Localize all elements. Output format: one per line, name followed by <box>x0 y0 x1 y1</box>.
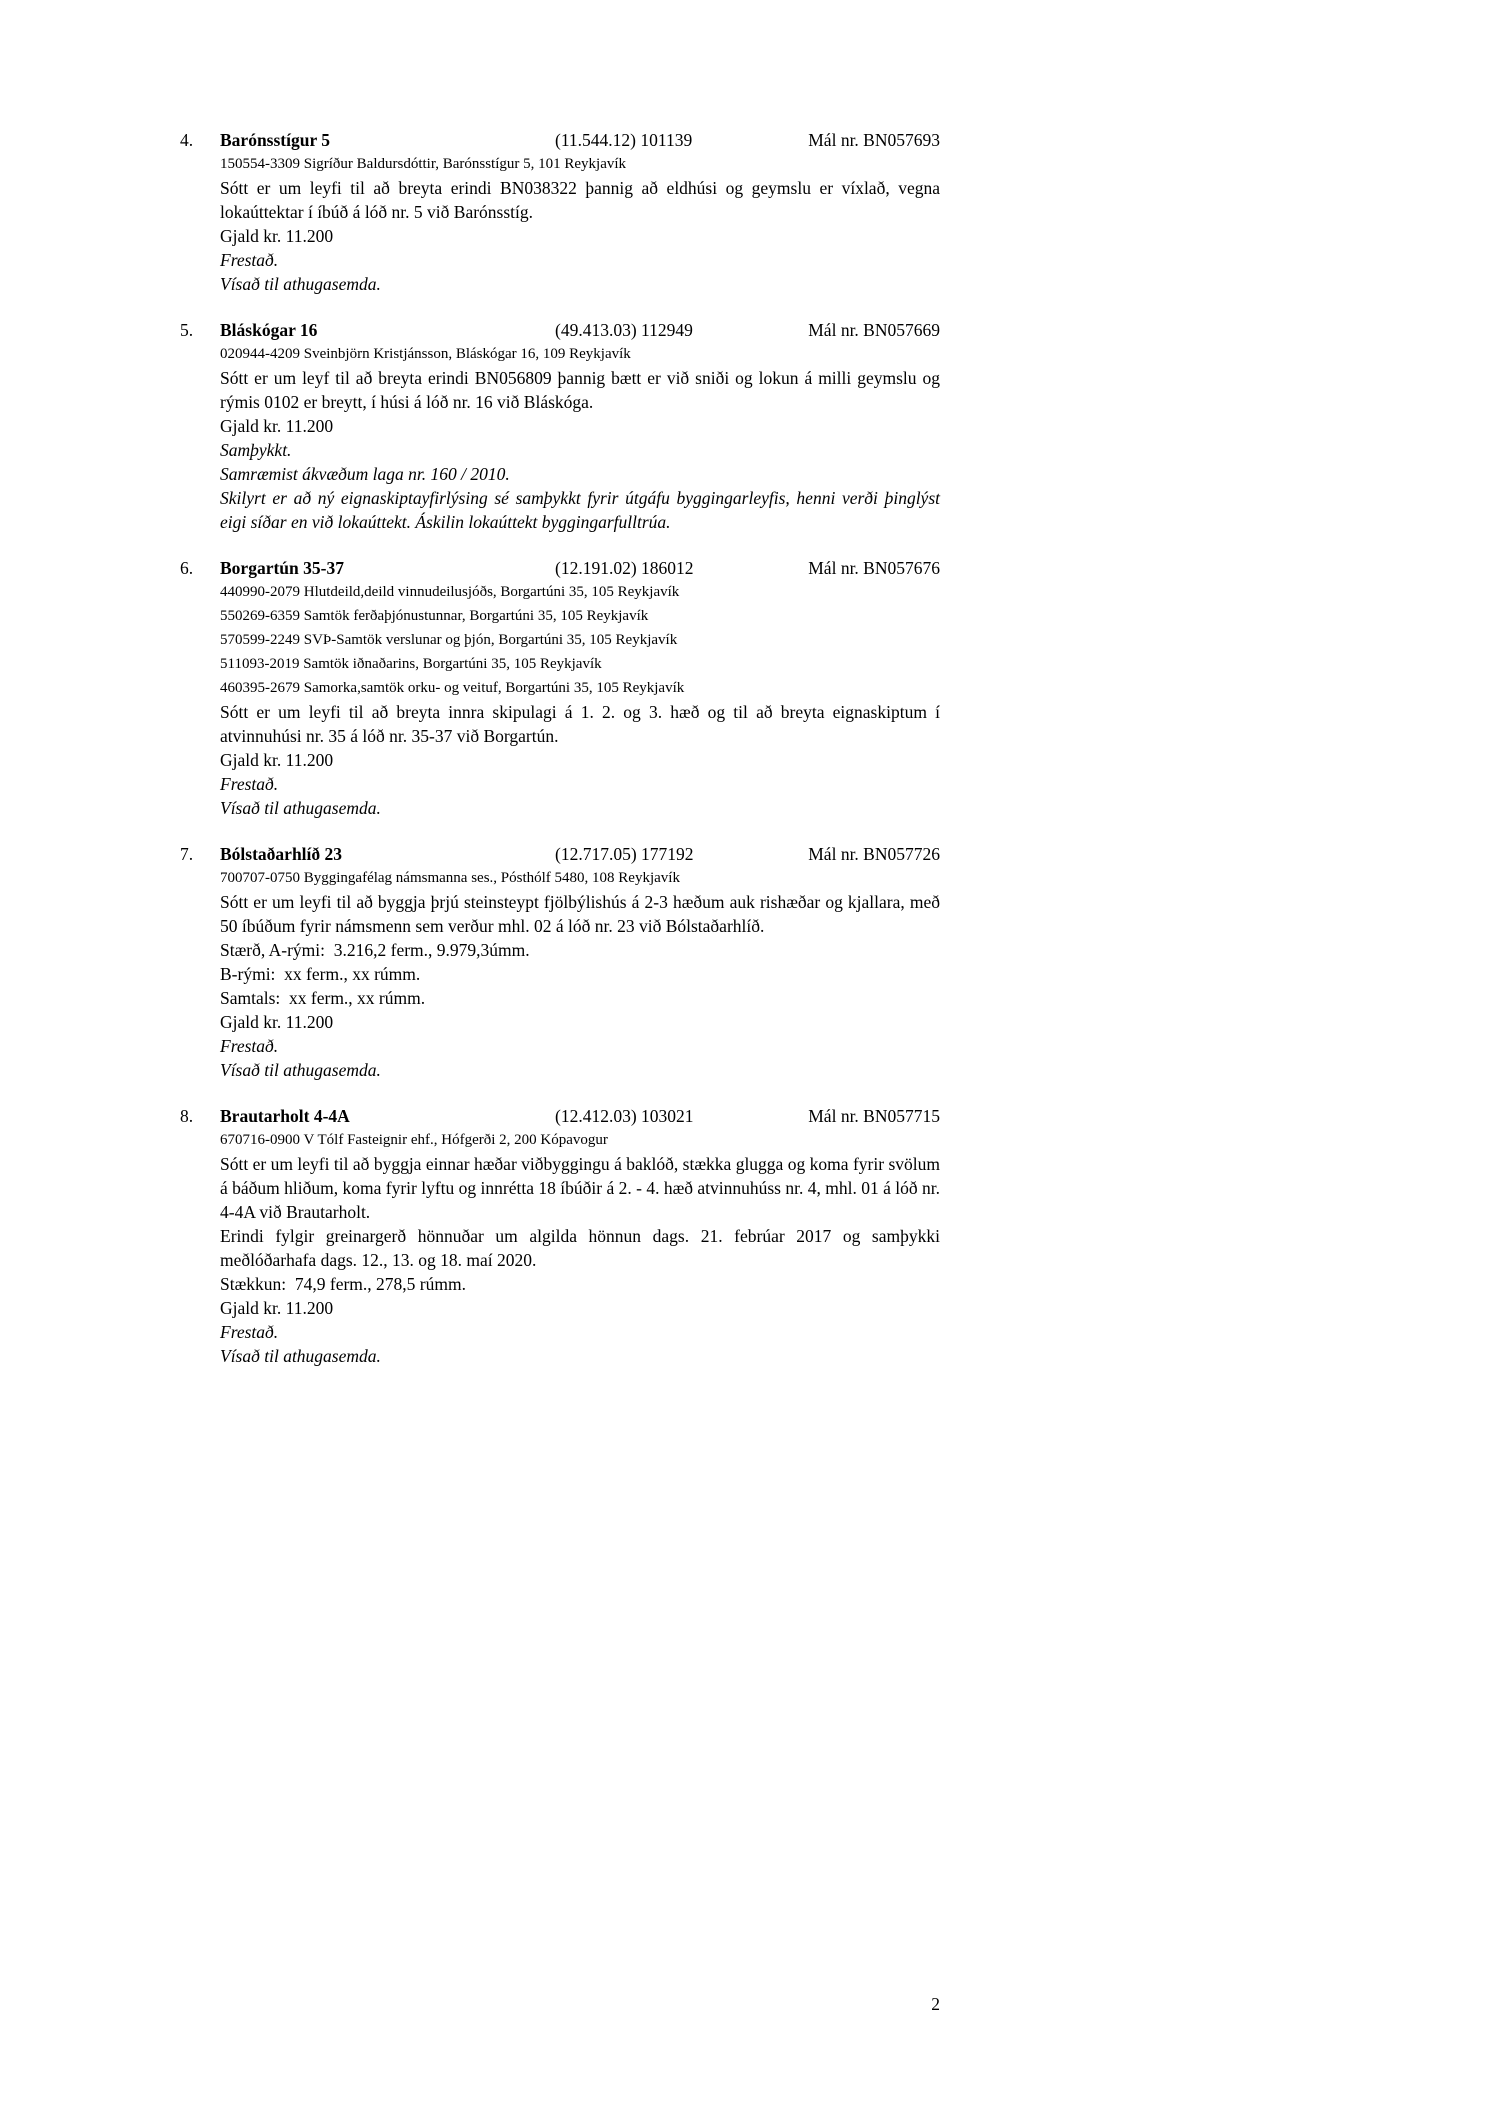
permit-item <box>180 318 940 534</box>
item-header <box>180 1104 940 1128</box>
item-body <box>220 1128 940 1368</box>
expansion-line: Stækkun: 74,9 ferm., 278,5 rúmm. <box>220 1274 466 1294</box>
size-a-line: Stærð, A-rými: 3.216,2 ferm., 9.979,3úmm. <box>220 940 530 960</box>
item-title: Barónsstígur 5 <box>220 130 331 150</box>
permit-item <box>180 1104 940 1368</box>
status-line: Frestað. <box>220 1036 279 1056</box>
status-line: Samþykkt. <box>220 440 292 460</box>
permit-item <box>180 556 940 820</box>
description-paragraph: Erindi fylgir greinargerð hönnuðar um algilda hönnun dags. 21. febrúar 2017 og samþykki meðlóðarhafa dags. 12., 13. og 18. maí 2020. <box>220 1226 940 1270</box>
item-number: 6. <box>180 558 194 578</box>
owner-line: 700707-0750 Byggingafélag námsmanna ses., Pósthólf 5480, 108 Reykjavík <box>220 870 680 886</box>
status-line: Frestað. <box>220 250 279 270</box>
item-number: 5. <box>180 320 194 340</box>
owner-line: 570599-2249 SVÞ-Samtök verslunar og þjón, Borgartúni 35, 105 Reykjavík <box>220 632 678 648</box>
fee-line: Gjald kr. 11.200 <box>220 1298 334 1318</box>
item-title: Bólstaðarhlíð 23 <box>220 844 343 864</box>
item-case-number: Mál nr. BN057693 <box>808 130 940 150</box>
item-title: Borgartún 35-37 <box>220 558 344 578</box>
owner-line: 020944-4209 Sveinbjörn Kristjánsson, Bláskógar 16, 109 Reykjavík <box>220 346 631 362</box>
permit-item <box>180 128 940 296</box>
item-header <box>180 318 940 342</box>
page-number: 2 <box>931 1994 940 2014</box>
item-location-code: (12.717.05) 177192 <box>555 844 694 864</box>
item-case-number: Mál nr. BN057726 <box>808 844 940 864</box>
description-paragraph: Sótt er um leyfi til að byggja þrjú steinsteypt fjölbýlishús á 2-3 hæðum auk rishæðar og kjallara, með 50 íbúðum fyrir námsmenn sem verður mhl. 02 á lóð nr. 23 við Bólstaðarhlíð. <box>220 892 940 936</box>
item-number: 4. <box>180 130 194 150</box>
status-line: Frestað. <box>220 1322 279 1342</box>
owner-line: 460395-2679 Samorka,samtök orku- og veituf, Borgartúni 35, 105 Reykjavík <box>220 680 685 696</box>
item-body <box>220 152 940 296</box>
item-body <box>220 866 940 1082</box>
fee-line: Gjald kr. 11.200 <box>220 416 334 436</box>
status-note-line: Vísað til athugasemda. <box>220 798 381 818</box>
item-body <box>220 342 940 534</box>
document-page <box>180 128 940 1390</box>
item-case-number: Mál nr. BN057715 <box>808 1106 940 1126</box>
status-note-line: Samræmist ákvæðum laga nr. 160 / 2010. <box>220 464 510 484</box>
status-note-line: Vísað til athugasemda. <box>220 1346 381 1366</box>
description-paragraph: Sótt er um leyfi til að breyta innra skipulagi á 1. 2. og 3. hæð og til að breyta eignaskiptum í atvinnuhúsi nr. 35 á lóð nr. 35-37 við Borgartún. <box>220 702 940 746</box>
status-note-line: Vísað til athugasemda. <box>220 1060 381 1080</box>
owner-line: 150554-3309 Sigríður Baldursdóttir, Barónsstígur 5, 101 Reykjavík <box>220 156 627 172</box>
description-paragraph: Sótt er um leyfi til að byggja einnar hæðar viðbyggingu á baklóð, stækka glugga og koma fyrir svölum á báðum hliðum, koma fyrir lyftu og innrétta 18 íbúðir á 2. - 4. hæð atvinnuhúss nr. 4, mhl. 01 á lóð nr. 4-4A við Brautarholt. <box>220 1154 940 1222</box>
fee-line: Gjald kr. 11.200 <box>220 1012 334 1032</box>
status-condition-paragraph: Skilyrt er að ný eignaskiptayfirlýsing sé samþykkt fyrir útgáfu byggingarleyfis, henni verði þinglýst eigi síðar en við lokaúttekt. Áskilin lokaúttekt byggingarfulltrúa. <box>220 488 940 532</box>
item-location-code: (11.544.12) 101139 <box>555 130 693 150</box>
fee-line: Gjald kr. 11.200 <box>220 226 334 246</box>
size-total-line: Samtals: xx ferm., xx rúmm. <box>220 988 426 1008</box>
permit-item <box>180 842 940 1082</box>
item-case-number: Mál nr. BN057669 <box>808 320 940 340</box>
owner-line: 511093-2019 Samtök iðnaðarins, Borgartúni 35, 105 Reykjavík <box>220 656 602 672</box>
item-header <box>180 842 940 866</box>
size-b-line: B-rými: xx ferm., xx rúmm. <box>220 964 421 984</box>
description-paragraph: Sótt er um leyf til að breyta erindi BN056809 þannig bætt er við sniði og lokun á milli geymslu og rýmis 0102 er breytt, í húsi á lóð nr. 16 við Bláskóga. <box>220 368 940 412</box>
item-title: Bláskógar 16 <box>220 320 318 340</box>
owner-line: 550269-6359 Samtök ferðaþjónustunnar, Borgartúni 35, 105 Reykjavík <box>220 608 649 624</box>
item-location-code: (12.191.02) 186012 <box>555 558 694 578</box>
item-title: Brautarholt 4-4A <box>220 1106 350 1126</box>
item-location-code: (12.412.03) 103021 <box>555 1106 694 1126</box>
owner-line: 440990-2079 Hlutdeild,deild vinnudeilusjóðs, Borgartúni 35, 105 Reykjavík <box>220 584 680 600</box>
fee-line: Gjald kr. 11.200 <box>220 750 334 770</box>
item-case-number: Mál nr. BN057676 <box>808 558 940 578</box>
owner-line: 670716-0900 V Tólf Fasteignir ehf., Hófgerði 2, 200 Kópavogur <box>220 1132 608 1148</box>
item-location-code: (49.413.03) 112949 <box>555 320 693 340</box>
item-number: 8. <box>180 1106 194 1126</box>
status-line: Frestað. <box>220 774 279 794</box>
status-note-line: Vísað til athugasemda. <box>220 274 381 294</box>
item-body <box>220 580 940 820</box>
description-paragraph: Sótt er um leyfi til að breyta erindi BN038322 þannig að eldhúsi og geymslu er víxlað, vegna lokaúttektar í íbúð á lóð nr. 5 við Barónsstíg. <box>220 178 940 222</box>
item-header <box>180 556 940 580</box>
item-header <box>180 128 940 152</box>
item-number: 7. <box>180 844 194 864</box>
